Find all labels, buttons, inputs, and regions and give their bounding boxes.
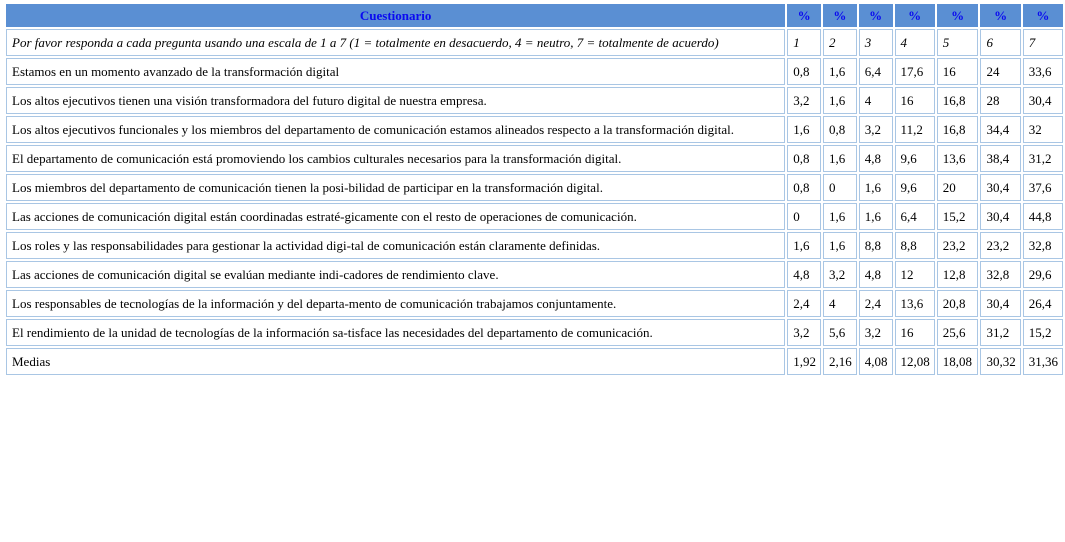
scale-value-cell: 3: [859, 29, 893, 56]
table-row: [6, 87, 1063, 114]
question-cell: Las acciones de comunicación digital están coordinadas estraté-gicamente con el resto de operaciones de comunicación.: [6, 203, 785, 230]
value-cell: 12,8: [937, 261, 979, 288]
value-cell: 16,8: [937, 116, 979, 143]
table-row-medias: [6, 348, 1063, 375]
value-cell: 1,6: [823, 87, 857, 114]
value-cell: 16: [895, 87, 935, 114]
value-cell: 2,4: [859, 290, 893, 317]
question-cell: Los roles y las responsabilidades para gestionar la actividad digi-tal de comunicación están claramente definidas.: [6, 232, 785, 259]
value-cell: 29,6: [1023, 261, 1063, 288]
pct-header-cell-1: %: [787, 4, 821, 27]
value-cell: 30,4: [980, 203, 1020, 230]
value-cell: 13,6: [937, 145, 979, 172]
table-row: [6, 261, 1063, 288]
value-cell: 23,2: [980, 232, 1020, 259]
value-cell: 23,2: [937, 232, 979, 259]
value-cell: 6,4: [895, 203, 935, 230]
value-cell: 26,4: [1023, 290, 1063, 317]
value-cell: 15,2: [1023, 319, 1063, 346]
value-cell: 12,08: [895, 348, 935, 375]
value-cell: 1,6: [823, 203, 857, 230]
value-cell: 17,6: [895, 58, 935, 85]
value-cell: 1,6: [859, 203, 893, 230]
value-cell: 16: [895, 319, 935, 346]
value-cell: 4,8: [859, 261, 893, 288]
table-row: [6, 290, 1063, 317]
questionnaire-results-table: [4, 2, 1065, 377]
value-cell: 4: [859, 87, 893, 114]
value-cell: 12: [895, 261, 935, 288]
value-cell: 24: [980, 58, 1020, 85]
scale-value-cell: 7: [1023, 29, 1063, 56]
value-cell: 32,8: [1023, 232, 1063, 259]
value-cell: 8,8: [895, 232, 935, 259]
scale-value-cell: 1: [787, 29, 821, 56]
pct-header-cell-4: %: [895, 4, 935, 27]
question-cell: Los miembros del departamento de comunicación tienen la posi-bilidad de participar en la transformación digital.: [6, 174, 785, 201]
table-row: [6, 203, 1063, 230]
table-row: [6, 116, 1063, 143]
pct-header-cell-2: %: [823, 4, 857, 27]
scale-instruction-cell: Por favor responda a cada pregunta usando una escala de 1 a 7 (1 = totalmente en desacuerdo, 4 = neutro, 7 = totalmente de acuerdo): [6, 29, 785, 56]
value-cell: 3,2: [787, 87, 821, 114]
value-cell: 31,2: [1023, 145, 1063, 172]
value-cell: 4,8: [787, 261, 821, 288]
value-cell: 32,8: [980, 261, 1020, 288]
value-cell: 18,08: [937, 348, 979, 375]
value-cell: 1,6: [823, 58, 857, 85]
pct-header-cell-3: %: [859, 4, 893, 27]
value-cell: 0,8: [823, 116, 857, 143]
value-cell: 30,4: [1023, 87, 1063, 114]
value-cell: 0: [823, 174, 857, 201]
scale-value-cell: 5: [937, 29, 979, 56]
value-cell: 32: [1023, 116, 1063, 143]
value-cell: 44,8: [1023, 203, 1063, 230]
value-cell: 1,6: [787, 116, 821, 143]
question-cell: Los altos ejecutivos tienen una visión transformadora del futuro digital de nuestra empresa.: [6, 87, 785, 114]
value-cell: 5,6: [823, 319, 857, 346]
scale-value-cell: 2: [823, 29, 857, 56]
table-row: [6, 58, 1063, 85]
value-cell: 9,6: [895, 145, 935, 172]
value-cell: 20: [937, 174, 979, 201]
value-cell: 0,8: [787, 145, 821, 172]
value-cell: 6,4: [859, 58, 893, 85]
value-cell: 34,4: [980, 116, 1020, 143]
value-cell: 16,8: [937, 87, 979, 114]
value-cell: 3,2: [859, 319, 893, 346]
value-cell: 31,2: [980, 319, 1020, 346]
value-cell: 1,6: [823, 232, 857, 259]
table-title-cell: Cuestionario: [6, 4, 785, 27]
pct-header-cell-7: %: [1023, 4, 1063, 27]
question-cell: Los altos ejecutivos funcionales y los miembros del departamento de comunicación estamos alineados respecto a la transformación digital.: [6, 116, 785, 143]
question-cell: Los responsables de tecnologías de la información y del departa-mento de comunicación trabajamos conjuntamente.: [6, 290, 785, 317]
value-cell: 33,6: [1023, 58, 1063, 85]
question-cell: Estamos en un momento avanzado de la transformación digital: [6, 58, 785, 85]
value-cell: 0: [787, 203, 821, 230]
value-cell: 38,4: [980, 145, 1020, 172]
value-cell: 13,6: [895, 290, 935, 317]
value-cell: 3,2: [823, 261, 857, 288]
value-cell: 4,8: [859, 145, 893, 172]
table-row: [6, 319, 1063, 346]
table-row: [6, 145, 1063, 172]
table-row: [6, 232, 1063, 259]
value-cell: 30,4: [980, 290, 1020, 317]
value-cell: 4,08: [859, 348, 893, 375]
value-cell: 0,8: [787, 174, 821, 201]
value-cell: 31,36: [1023, 348, 1063, 375]
question-cell: Medias: [6, 348, 785, 375]
value-cell: 9,6: [895, 174, 935, 201]
value-cell: 1,6: [859, 174, 893, 201]
value-cell: 15,2: [937, 203, 979, 230]
scale-instruction-row: [6, 29, 1063, 56]
value-cell: 1,6: [823, 145, 857, 172]
value-cell: 11,2: [895, 116, 935, 143]
question-cell: Las acciones de comunicación digital se evalúan mediante indi-cadores de rendimiento clave.: [6, 261, 785, 288]
value-cell: 25,6: [937, 319, 979, 346]
value-cell: 1,6: [787, 232, 821, 259]
value-cell: 4: [823, 290, 857, 317]
value-cell: 16: [937, 58, 979, 85]
pct-header-cell-6: %: [980, 4, 1020, 27]
question-cell: El rendimiento de la unidad de tecnologías de la información sa-tisface las necesidades del departamento de comunicación.: [6, 319, 785, 346]
question-cell: El departamento de comunicación está promoviendo los cambios culturales necesarios para la transformación digital.: [6, 145, 785, 172]
scale-value-cell: 6: [980, 29, 1020, 56]
value-cell: 30,4: [980, 174, 1020, 201]
value-cell: 3,2: [787, 319, 821, 346]
value-cell: 37,6: [1023, 174, 1063, 201]
value-cell: 0,8: [787, 58, 821, 85]
value-cell: 30,32: [980, 348, 1020, 375]
pct-header-cell-5: %: [937, 4, 979, 27]
value-cell: 8,8: [859, 232, 893, 259]
scale-value-cell: 4: [895, 29, 935, 56]
value-cell: 2,4: [787, 290, 821, 317]
table-row: [6, 174, 1063, 201]
table-header-row: [6, 4, 1063, 27]
value-cell: 28: [980, 87, 1020, 114]
value-cell: 20,8: [937, 290, 979, 317]
value-cell: 2,16: [823, 348, 857, 375]
value-cell: 1,92: [787, 348, 821, 375]
value-cell: 3,2: [859, 116, 893, 143]
